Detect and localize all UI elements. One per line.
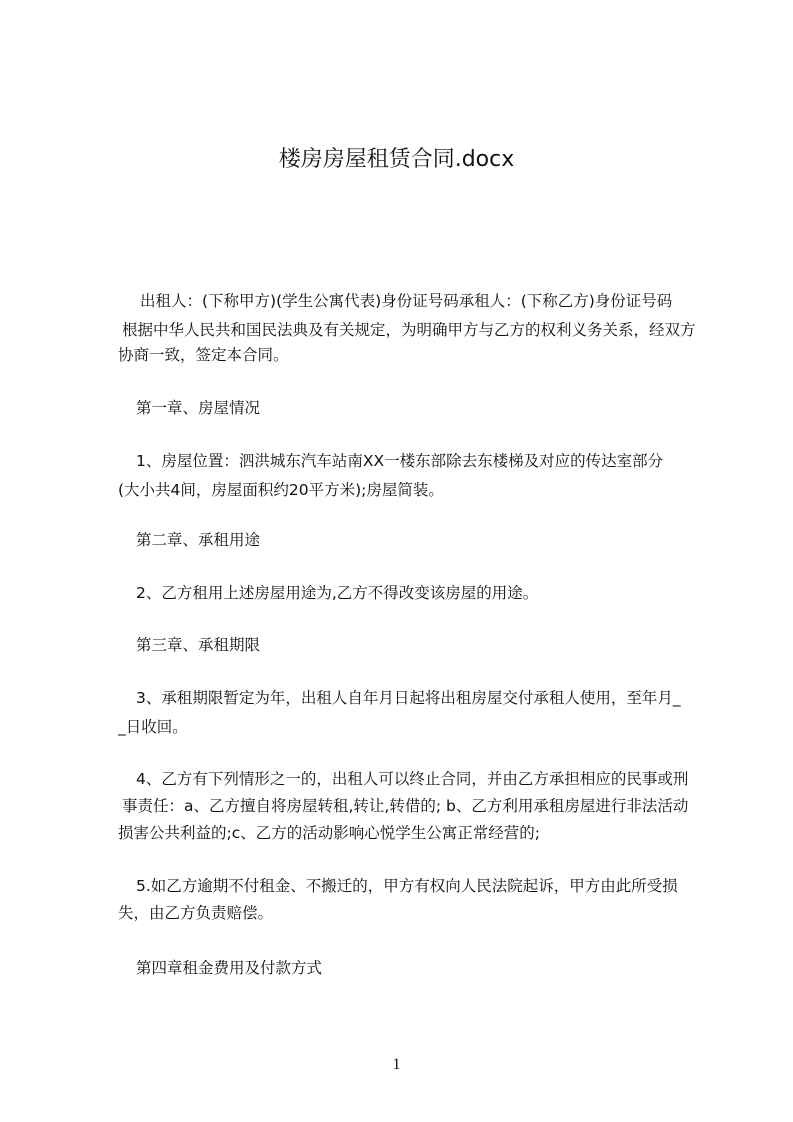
paragraph-line: (大小共4间，房屋面积约20平方米);房屋简装。: [118, 481, 444, 499]
page-number: 1: [392, 1056, 401, 1073]
paragraph-line: 事责任：a、乙方擅自将房屋转租,转让,转借的; b、乙方利用承租房屋进行非法活动: [122, 797, 689, 815]
paragraph-line: 根据中华人民共和国民法典及有关规定，为明确甲方与乙方的权利义务关系，经双方: [122, 321, 696, 339]
chapter-heading: 第三章、承租期限: [136, 636, 261, 654]
paragraph-line: 失，由乙方负责赔偿。: [118, 904, 274, 922]
paragraph-line: 1、房屋位置：泗洪城东汽车站南XX一楼东部除去东楼梯及对应的传达室部分: [136, 452, 664, 470]
paragraph-line: 协商一致，签定本合同。: [118, 346, 289, 364]
chapter-heading: 第四章租金费用及付款方式: [136, 959, 323, 977]
paragraph-line: 出租人：(下称甲方)(学生公寓代表)身份证号码承租人：(下称乙方)身份证号码: [140, 292, 673, 310]
paragraph-line: 5.如乙方逾期不付租金、不搬迁的，甲方有权向人民法院起诉，甲方由此所受损: [136, 877, 678, 895]
paragraph-line: 2、乙方租用上述房屋用途为,乙方不得改变该房屋的用途。: [136, 584, 539, 602]
paragraph-line: 损害公共利益的;c、乙方的活动影响心悦学生公寓正常经营的;: [118, 824, 540, 842]
paragraph-line: _日收回。: [118, 718, 188, 736]
paragraph-line: 4、乙方有下列情形之一的，出租人可以终止合同，并由乙方承担相应的民事或刑: [136, 770, 689, 788]
chapter-heading: 第二章、承租用途: [136, 531, 261, 549]
document-title: 楼房房屋租赁合同.docx: [278, 147, 515, 172]
paragraph-line: 3、承租期限暂定为年，出租人自年月日起将出租房屋交付承租人使用，至年月_: [136, 689, 681, 707]
chapter-heading: 第一章、房屋情况: [136, 399, 261, 417]
